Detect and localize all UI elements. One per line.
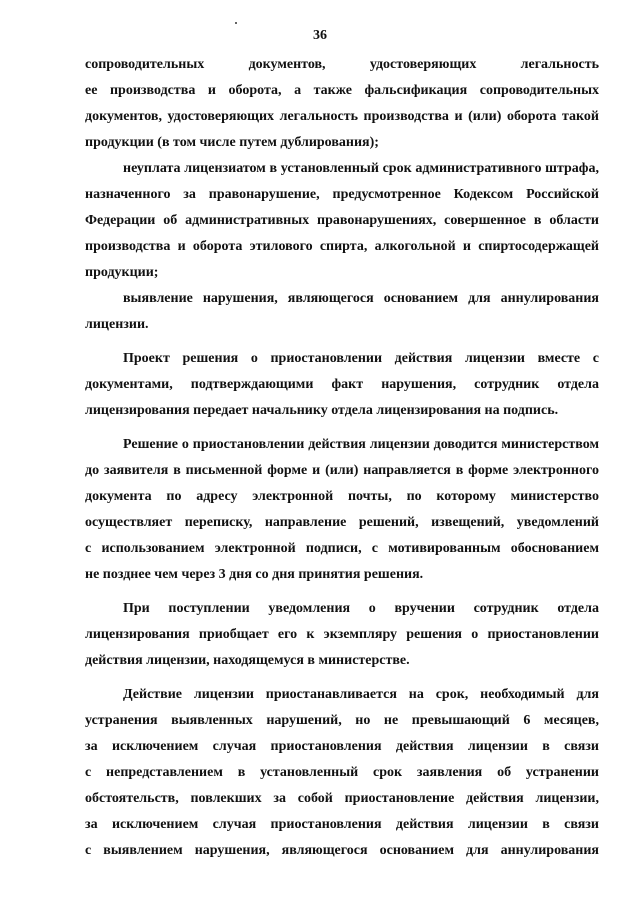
paragraph-gap (85, 588, 599, 596)
scan-dot (235, 22, 237, 24)
page-number: 36 (313, 28, 327, 43)
document-body (85, 52, 599, 864)
text-line: Проект решения о приостановлении действия лицензии вместе с (123, 351, 599, 366)
text-line: с выявлением нарушения, являющегося основанием для аннулирования (85, 843, 599, 858)
text-line: лицензии. (85, 317, 149, 332)
text-line: с использованием электронной подписи, с мотивированным обоснованием (85, 541, 599, 556)
text-line: за исключением случая приостановления действия лицензии в связи (85, 817, 599, 832)
text-line: Действие лицензии приостанавливается на срок, необходимый для (123, 687, 599, 702)
text-line: лицензирования приобщает его к экземпляру решения о приостановлении (85, 627, 599, 642)
text-line: до заявителя в письменной форме и (или) направляется в форме электронного (85, 463, 599, 478)
text-line: за исключением случая приостановления действия лицензии в связи (85, 739, 599, 754)
text-line: сопроводительных документов, удостоверяющих легальность (85, 57, 599, 72)
text-line: неуплата лицензиатом в установленный срок административного штрафа, (123, 161, 599, 176)
text-line: обстоятельств, повлекших за собой приостановление действия лицензии, (85, 791, 599, 806)
text-line: производства и оборота этилового спирта, алкогольной и спиртосодержащей (85, 239, 599, 254)
text-line: назначенного за правонарушение, предусмотренное Кодексом Российской (85, 187, 599, 202)
text-line: выявление нарушения, являющегося основанием для аннулирования (123, 291, 599, 306)
text-line: не позднее чем через 3 дня со дня принятия решения. (85, 567, 424, 582)
text-line: осуществляет переписку, направление решений, извещений, уведомлений (85, 515, 599, 530)
paragraph-gap (85, 424, 599, 432)
text-line: действия лицензии, находящемуся в министерстве. (85, 653, 410, 668)
text-line: документами, подтверждающими факт нарушения, сотрудник отдела (85, 377, 599, 392)
text-line: документов, удостоверяющих легальность производства и (или) оборота такой (85, 109, 599, 124)
text-line: документа по адресу электронной почты, по которому министерство (85, 489, 599, 504)
text-line: ее производства и оборота, а также фальсификация сопроводительных (85, 83, 599, 98)
text-line: Решение о приостановлении действия лицензии доводится министерством (123, 437, 599, 452)
text-line: продукции (в том числе путем дублирования); (85, 135, 379, 150)
paragraph-gap (85, 338, 599, 346)
paragraph-gap (85, 674, 599, 682)
text-line: лицензирования передает начальнику отдела лицензирования на подпись. (85, 403, 559, 418)
text-line: Федерации об административных правонарушениях, совершенное в области (85, 213, 599, 228)
text-line: с непредставлением в установленный срок заявления об устранении (85, 765, 599, 780)
text-line: продукции; (85, 265, 159, 280)
text-line: устранения выявленных нарушений, но не превышающий 6 месяцев, (85, 713, 599, 728)
text-line: При поступлении уведомления о вручении сотрудник отдела (123, 601, 599, 616)
